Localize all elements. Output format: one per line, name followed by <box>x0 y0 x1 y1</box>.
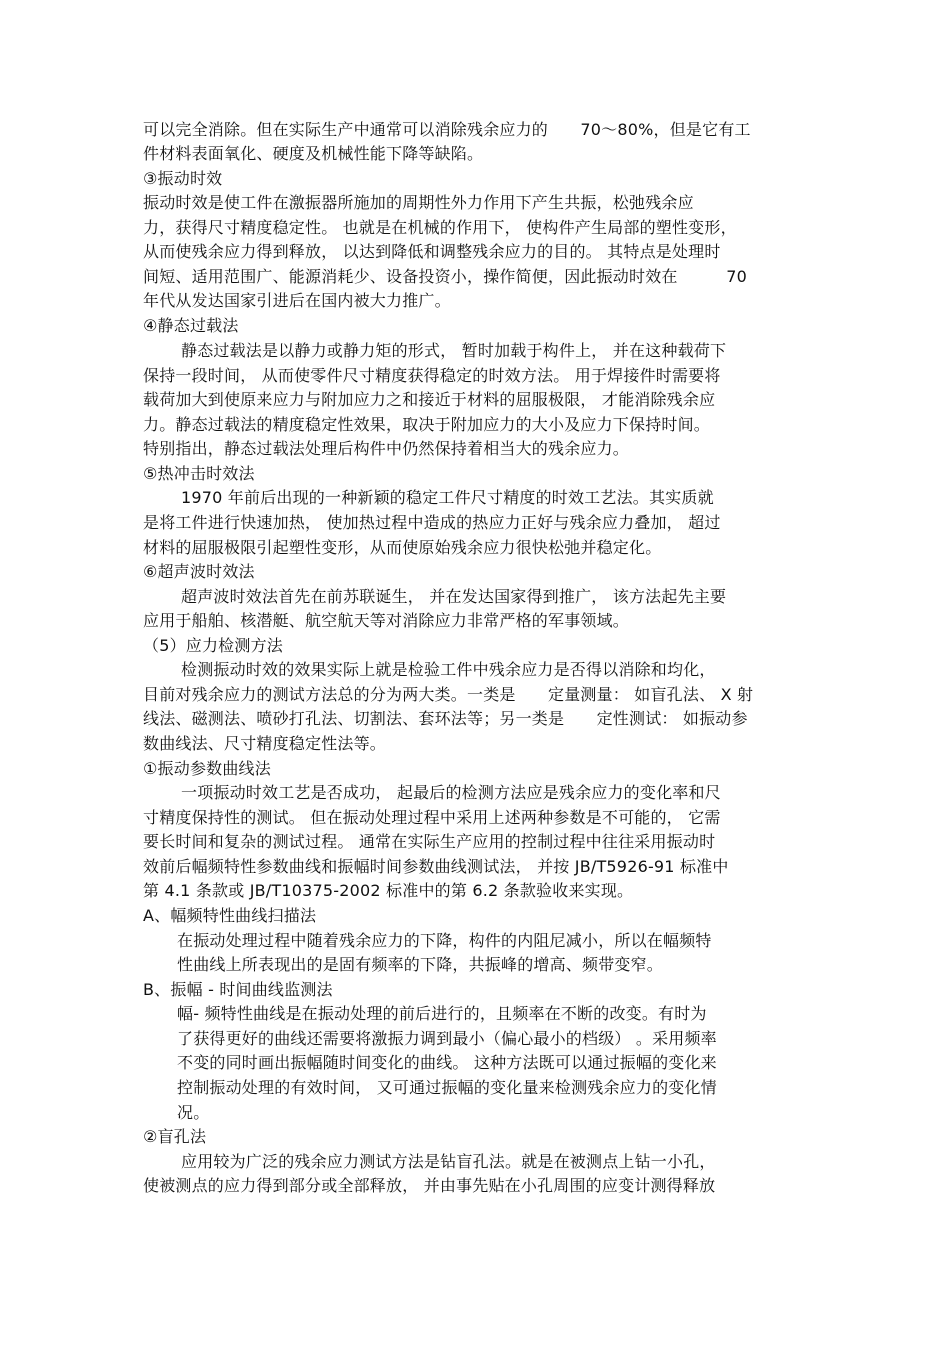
text-line: 线法、磁测法、喷砂打孔法、切割法、套环法等；另一类是 定性测试： 如振动参 <box>143 709 748 728</box>
text-line: 力，获得尺寸精度稳定性。 也就是在机械的作用下， 使构件产生局部的塑性变形， <box>143 218 737 237</box>
text-line: 年代从发达国家引进后在国内被大力推广。 <box>143 291 451 310</box>
text-line: 振动时效是使工件在激振器所施加的周期性外力作用下产生共振，松弛残余应 <box>143 193 694 212</box>
text-line: 静态过载法是以静力或静力矩的形式， 暂时加载于构件上， 并在这种载荷下 <box>181 341 727 360</box>
text-line: 应用较为广泛的残余应力测试方法是钻盲孔法。就是在被测点上钻一小孔， <box>181 1152 716 1171</box>
text-line: 1970 年前后出现的一种新颖的稳定工件尺寸精度的时效工艺法。其实质就 <box>181 488 714 507</box>
section-heading: ①振动参数曲线法 <box>143 759 271 778</box>
section-heading: B、振幅 - 时间曲线监测法 <box>143 980 333 999</box>
text-line: 力。静态过载法的精度稳定性效果，取决于附加应力的大小及应力下保持时间。 <box>143 415 711 434</box>
text-line: 检测振动时效的效果实际上就是检验工件中残余应力是否得以消除和均化， <box>181 660 716 679</box>
section-heading: ④静态过载法 <box>143 316 239 335</box>
text-line: 在振动处理过程中随着残余应力的下降，构件的内阻尼减小，所以在幅频特 <box>177 931 712 950</box>
text-line: 使被测点的应力得到部分或全部释放， 并由事先贴在小孔周围的应变计测得释放 <box>143 1176 716 1195</box>
text-line: 控制振动处理的有效时间， 又可通过振幅的变化量来检测残余应力的变化情 <box>177 1078 717 1097</box>
text-line: 了获得更好的曲线还需要将激振力调到最小（偏心最小的档级） 。采用频率 <box>177 1029 717 1048</box>
text-line: 第 4.1 条款或 JB/T10375-2002 标准中的第 6.2 条款验收来实现。 <box>143 881 634 900</box>
text-line: 可以完全消除。但在实际生产中通常可以消除残余应力的 70～80%，但是它有工 <box>143 120 751 139</box>
text-line: 性曲线上所表现出的是固有频率的下降，共振峰的增高、频带变窄。 <box>177 955 664 974</box>
text-line: 超声波时效法首先在前苏联诞生， 并在发达国家得到推广， 该方法起先主要 <box>181 587 727 606</box>
text-line: 寸精度保持性的测试。 但在振动处理过程中采用上述两种参数是不可能的， 它需 <box>143 808 721 827</box>
text-line: 特别指出，静态过载法处理后构件中仍然保持着相当大的残余应力。 <box>143 439 630 458</box>
section-heading: ③振动时效 <box>143 169 223 188</box>
text-line: 幅- 频特性曲线是在振动处理的前后进行的，且频率在不断的改变。有时为 <box>177 1004 707 1023</box>
text-line: 要长时间和复杂的测试过程。 通常在实际生产应用的控制过程中往往采用振动时 <box>143 832 716 851</box>
text-line: 不变的同时画出振幅随时间变化的曲线。 这种方法既可以通过振幅的变化来 <box>177 1053 717 1072</box>
text-line: 间短、适用范围广、能源消耗少、设备投资小，操作简便，因此振动时效在 70 <box>143 267 747 286</box>
section-heading: ②盲孔法 <box>143 1127 207 1146</box>
text-line: 件材料表面氧化、硬度及机械性能下降等缺陷。 <box>143 144 484 163</box>
section-heading: （5）应力检测方法 <box>143 636 283 655</box>
text-line: 效前后幅频特性参数曲线和振幅时间参数曲线测试法， 并按 JB/T5926-91 标准中 <box>143 857 729 876</box>
text-line: 从而使残余应力得到释放， 以达到降低和调整残余应力的目的。 其特点是处理时 <box>143 242 721 261</box>
section-heading: ⑥超声波时效法 <box>143 562 255 581</box>
text-line: 一项振动时效工艺是否成功， 起最后的检测方法应是残余应力的变化率和尺 <box>181 783 721 802</box>
text-line: 载荷加大到使原来应力与附加应力之和接近于材料的屈服极限， 才能消除残余应 <box>143 390 716 409</box>
text-line: 况。 <box>177 1103 210 1122</box>
text-line: 目前对残余应力的测试方法总的分为两大类。一类是 定量测量： 如盲孔法、 X 射 <box>143 685 754 704</box>
section-heading: A、幅频特性曲线扫描法 <box>143 906 317 925</box>
section-heading: ⑤热冲击时效法 <box>143 464 255 483</box>
text-line: 材料的屈服极限引起塑性变形，从而使原始残余应力很快松弛并稳定化。 <box>143 538 662 557</box>
text-line: 应用于船舶、核潜艇、航空航天等对消除应力非常严格的军事领域。 <box>143 611 630 630</box>
text-line: 是将工件进行快速加热， 使加热过程中造成的热应力正好与残余应力叠加， 超过 <box>143 513 721 532</box>
text-line: 保持一段时间， 从而使零件尺寸精度获得稳定的时效方法。 用于焊接件时需要将 <box>143 366 721 385</box>
text-line: 数曲线法、尺寸精度稳定性法等。 <box>143 734 387 753</box>
